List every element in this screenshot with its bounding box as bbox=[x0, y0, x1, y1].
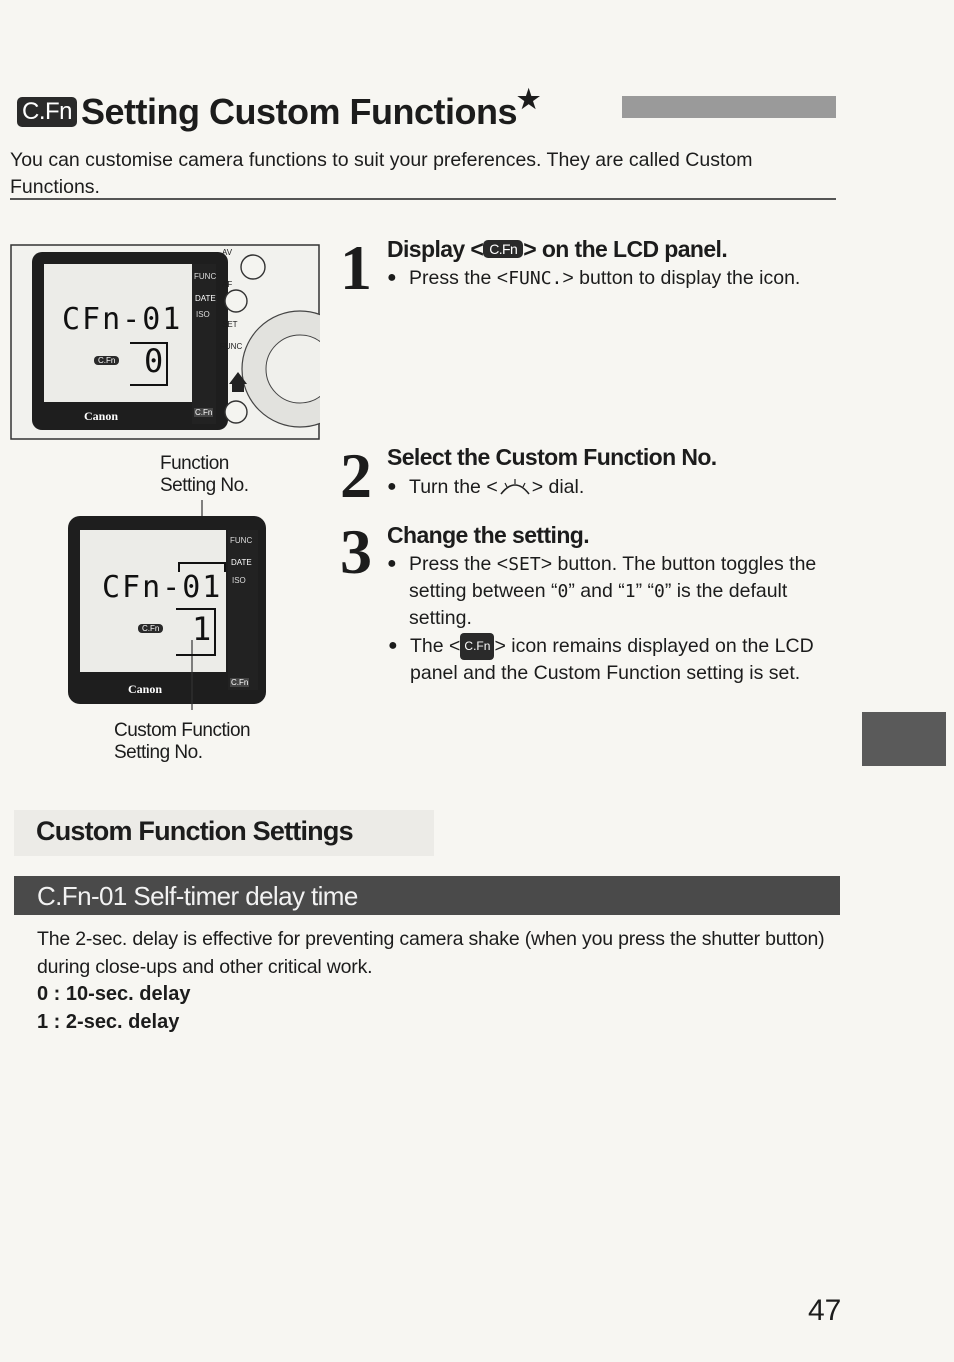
step-1-bullet: ● Press the <FUNC.> button to display the icon. bbox=[409, 265, 819, 292]
brand-logo: Canon bbox=[84, 409, 119, 423]
cfn-badge-icon: C.Fn bbox=[460, 633, 494, 660]
divider bbox=[10, 198, 836, 200]
button-label-func: FUNC bbox=[220, 342, 243, 351]
lcd-function-text: CFn-01 bbox=[62, 302, 183, 337]
lcd-cfn-badge-icon: C.Fn bbox=[94, 352, 119, 370]
button-label-af: AF bbox=[222, 280, 233, 289]
chapter-side-tab bbox=[862, 712, 946, 766]
option-1: 1 : 2-sec. delay bbox=[37, 1011, 180, 1033]
page-title bbox=[17, 84, 540, 133]
step-3-bullet-1: ● Press the <SET> button. The button toggles the setting between “0” and “1” “0” is the default setting. bbox=[409, 551, 821, 632]
lcd-function-bracket bbox=[178, 562, 226, 572]
cfn-badge-icon: C.Fn bbox=[483, 240, 523, 258]
option-key: 0 bbox=[37, 983, 49, 1005]
step-1-heading: Display < C.Fn > on the LCD panel. bbox=[387, 236, 728, 262]
page-title-text: Setting Custom Functions bbox=[81, 91, 517, 132]
side-label-cfn: C.Fn bbox=[195, 408, 213, 417]
button-label-set: SET bbox=[222, 320, 238, 329]
bullet-icon: ● bbox=[388, 637, 398, 654]
side-label-date: DATE bbox=[195, 294, 216, 303]
button-label-av: AV bbox=[222, 248, 233, 257]
lcd-setting-bracket bbox=[130, 342, 168, 386]
step-2-number: 2 bbox=[340, 440, 372, 511]
lcd-setting-bracket bbox=[176, 608, 216, 656]
option-key: 1 bbox=[37, 1011, 49, 1033]
step-2-heading: Select the Custom Function No. bbox=[387, 444, 717, 470]
set-button-label: SET bbox=[508, 554, 541, 575]
bullet-icon: ● bbox=[387, 555, 397, 572]
star-icon: ★ bbox=[517, 84, 540, 114]
step-3-number: 3 bbox=[340, 516, 372, 587]
step-3-bullet-2: ● The < C.Fn > icon remains displayed on the LCD panel and the Custom Function setting is set. bbox=[410, 633, 840, 687]
section-heading: Custom Function Settings bbox=[36, 816, 353, 846]
main-dial-icon bbox=[498, 478, 532, 496]
title-decor-bar bbox=[622, 96, 836, 118]
lcd-setting-digit: 0 bbox=[144, 342, 164, 380]
side-label-func: FUNC bbox=[230, 536, 253, 545]
option-label: 2-sec. delay bbox=[65, 1011, 180, 1033]
side-label-cfn: C.Fn bbox=[231, 678, 249, 687]
side-label-iso: ISO bbox=[232, 576, 246, 585]
camera-lcd-figure-bottom bbox=[66, 500, 276, 710]
caption-function-setting-no: Function Setting No. bbox=[160, 453, 249, 496]
cfn-badge-icon: C.Fn bbox=[17, 97, 77, 127]
step-3-heading: Change the setting. bbox=[387, 522, 590, 548]
caption-custom-function-setting-no: Custom Function Setting No. bbox=[114, 720, 251, 763]
lcd-setting-digit: 1 bbox=[192, 610, 212, 648]
page-number: 47 bbox=[808, 1294, 842, 1327]
side-label-date: DATE bbox=[231, 558, 252, 567]
camera-lcd-figure-top bbox=[10, 244, 320, 440]
step-2-bullet: ● Turn the < > dial. bbox=[409, 474, 819, 501]
bullet-icon: ● bbox=[387, 478, 397, 495]
lcd-cfn-badge-icon: C.Fn bbox=[138, 620, 163, 638]
bullet-icon: ● bbox=[387, 269, 397, 286]
function-description: The 2-sec. delay is effective for preventing camera shake (when you press the shutter button) during close-ups and other critical work. bbox=[37, 928, 825, 978]
option-0: 0 : 10-sec. delay bbox=[37, 983, 191, 1005]
step-1-number: 1 bbox=[340, 232, 372, 303]
side-label-iso: ISO bbox=[196, 310, 210, 319]
lcd-function-text: CFn-01 bbox=[102, 570, 223, 605]
func-button-label: FUNC. bbox=[508, 268, 563, 289]
intro-text: You can customise camera functions to suit your preferences. They are called Custom Functions. bbox=[10, 149, 753, 198]
brand-logo: Canon bbox=[128, 682, 163, 696]
side-label-func: FUNC bbox=[194, 272, 217, 281]
function-title: C.Fn-01 Self-timer delay time bbox=[37, 881, 358, 911]
option-label: 10-sec. delay bbox=[65, 983, 191, 1005]
